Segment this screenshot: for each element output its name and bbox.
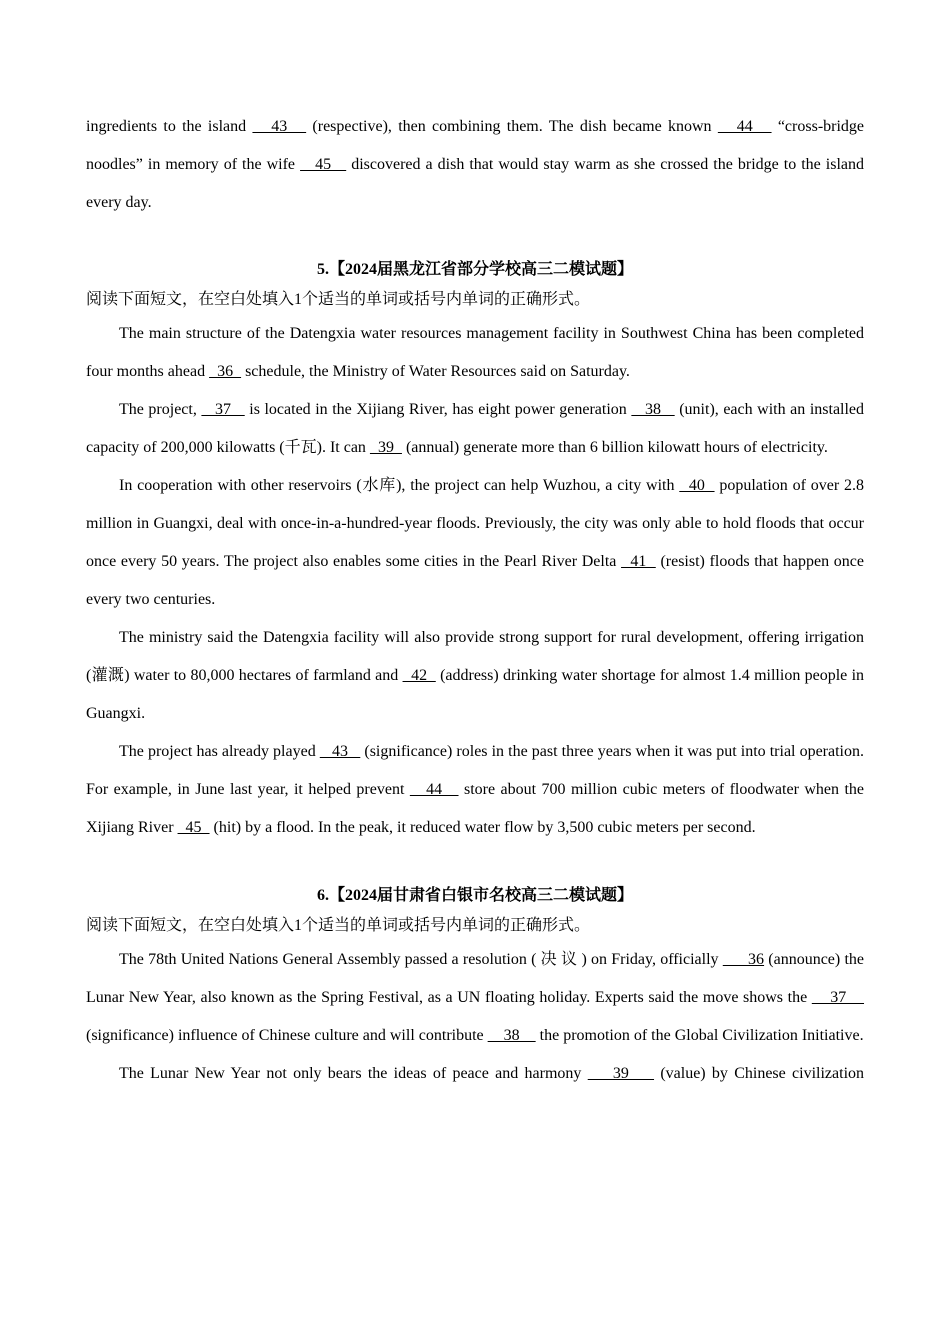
blank-36[interactable]: 36: [209, 363, 242, 380]
text-run: The 78th United Nations General Assembly passed a resolution ( 决 议 ) on Friday, officially: [119, 951, 723, 968]
document-content: [86, 108, 864, 1093]
blank-38[interactable]: 38: [487, 1027, 536, 1044]
text-run: discovered a dish that would stay warm as she crossed the bridge to the island every day.: [86, 156, 865, 211]
text-run: (value) by Chinese civilization: [654, 1065, 865, 1082]
text-run: (announce) the Lunar New Year, also known as the Spring Festival, as a UN floating holiday. Experts said the move shows the: [86, 951, 865, 1006]
blank-39[interactable]: 39: [369, 439, 402, 456]
text-run: population of over 2.8 million in Guangxi, deal with once-in-a-hundred-year floods. Previously, the city was only able to hold floods that occur once every 50 years. The project also enables some cities in the Pearl River Delta: [86, 477, 864, 570]
blank-40[interactable]: 40: [679, 477, 715, 494]
blank-36[interactable]: 36: [722, 951, 765, 968]
text-run: “cross-bridge noodles” in memory of the wife: [86, 118, 865, 173]
text-run: (address) drinking water shortage for almost 1.4 million people in Guangxi.: [86, 667, 865, 722]
section-5-title: 5.【2024届黑龙江省部分学校高三二模试题】: [316, 261, 633, 278]
text-run: (unit), each with an installed capacity of 200,000 kilowatts (千瓦). It can: [86, 401, 865, 456]
prev-paragraph: [86, 108, 864, 222]
text-run: The Lunar New Year not only bears the ideas of peace and harmony: [119, 1065, 588, 1082]
text-run: store about 700 million cubic meters of floodwater when the Xijiang River: [86, 781, 865, 836]
blank-37[interactable]: 37: [811, 989, 865, 1006]
text-run: (resist) floods that happen once every two centuries.: [86, 553, 864, 608]
s5-paragraph-1: [86, 315, 864, 391]
text-run: (respective), then combining them. The dish became known: [306, 118, 718, 135]
blank-39[interactable]: 39: [587, 1065, 655, 1082]
blank-38[interactable]: 38: [631, 401, 675, 418]
s5-paragraph-5: [86, 733, 864, 847]
s6-paragraph-2: [86, 1055, 864, 1093]
blank-43[interactable]: 43: [319, 743, 361, 760]
text-run: ingredients to the island: [86, 118, 253, 135]
text-run: (significance) influence of Chinese culture and will contribute: [86, 1027, 488, 1044]
blank-45[interactable]: 45: [300, 156, 347, 173]
section-6-instruction: 阅读下面短文，在空白处填入1个适当的单词或括号内单词的正确形式。: [86, 917, 591, 934]
text-run: (annual) generate more than 6 billion kilowatt hours of electricity.: [401, 439, 828, 456]
text-run: schedule, the Ministry of Water Resources said on Saturday.: [241, 363, 630, 380]
text-run: (significance) roles in the past three years when it was put into trial operation. For example, in June last year, it helped prevent: [86, 743, 864, 798]
s5-paragraph-4: [86, 619, 864, 733]
text-run: The project has already played: [119, 743, 320, 760]
text-run: the promotion of the Global Civilization Initiative.: [535, 1027, 864, 1044]
s5-paragraph-3: [86, 467, 864, 619]
text-run: is located in the Xijiang River, has eight power generation: [244, 401, 632, 418]
blank-45[interactable]: 45: [177, 819, 210, 836]
blank-43[interactable]: 43: [252, 118, 307, 135]
blank-44[interactable]: 44: [409, 781, 459, 798]
text-run: The ministry said the Datengxia facility will also provide strong support for rural development, offering irrigation (灌溉) water to 80,000 hectares of farmland and: [86, 629, 864, 684]
text-run: The project,: [119, 401, 202, 418]
blank-44[interactable]: 44: [717, 118, 772, 135]
blank-42[interactable]: 42: [402, 667, 436, 684]
text-run: In cooperation with other reservoirs (水库), the project can help Wuzhou, a city with: [119, 477, 680, 494]
s5-paragraph-2: [86, 391, 864, 467]
section-5-instruction: 阅读下面短文，在空白处填入1个适当的单词或括号内单词的正确形式。: [86, 291, 591, 308]
s6-paragraph-1: [86, 941, 864, 1055]
blank-41[interactable]: 41: [621, 553, 656, 570]
text-run: (hit) by a flood. In the peak, it reduced water flow by 3,500 cubic meters per second.: [209, 819, 756, 836]
blank-37[interactable]: 37: [201, 401, 245, 418]
text-run: The main structure of the Datengxia water resources management facility in Southwest China has been completed four months ahead: [86, 325, 864, 380]
section-6-title: 6.【2024届甘肃省白银市名校高三二模试题】: [316, 887, 633, 904]
